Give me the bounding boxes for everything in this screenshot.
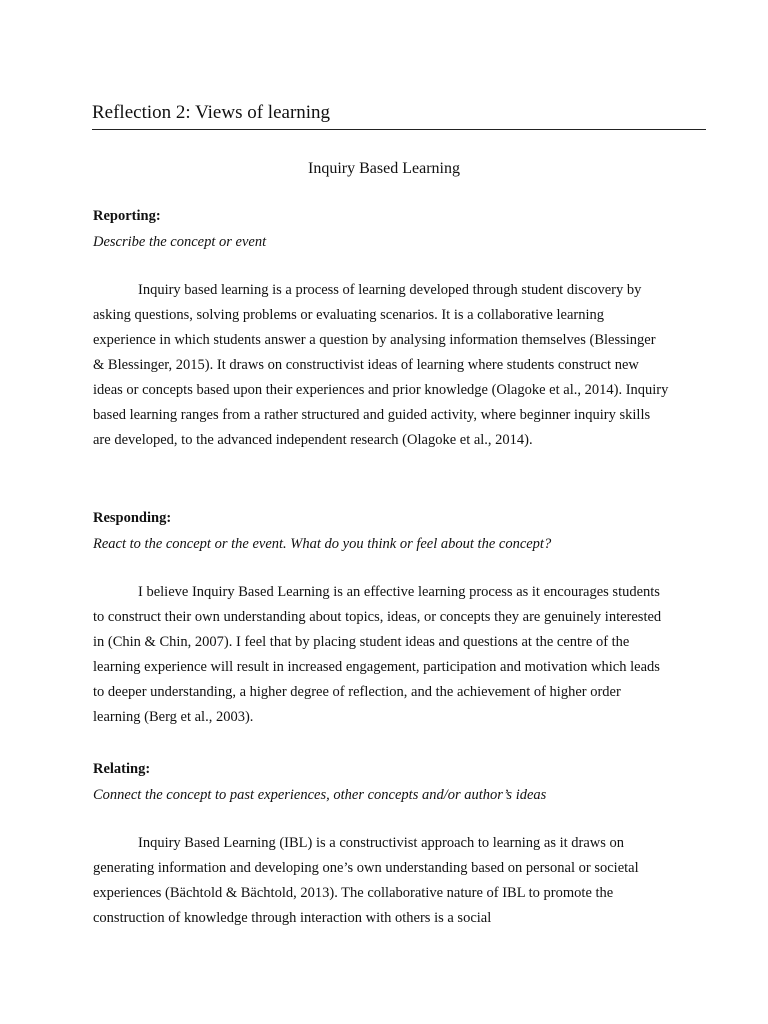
section-prompt-relating: Connect the concept to past experiences, other concepts and/or author’s ideas	[93, 787, 547, 803]
section-heading-reporting: Reporting:	[93, 208, 161, 224]
document-subtitle: Inquiry Based Learning	[308, 160, 460, 177]
section-paragraph-relating: Inquiry Based Learning (IBL) is a constructivist approach to learning as it draws on generating information and developing one’s own understanding based on personal or societal experiences (Bächtold & Bächtold, 2013). The collaborative nature of IBL to promote the construction of knowledge through interaction with others is a social	[93, 835, 639, 926]
section-paragraph-reporting: Inquiry based learning is a process of learning developed through student discovery by asking questions, solving problems or evaluating scenarios. It is a collaborative learning experience in which students answer a question by analysing information themselves (Blessinger & Blessinger, 2015). It draws on constructivist ideas of learning where students construct new ideas or concepts based upon their experiences and prior knowledge (Olagoke et al., 2014). Inquiry based learning ranges from a rather structured and guided activity, where beginner inquiry skills are developed, to the advanced independent research (Olagoke et al., 2014).	[93, 282, 669, 448]
document-header: Reflection 2: Views of learning	[92, 102, 706, 130]
section-responding	[93, 508, 673, 554]
section-paragraph-responding: I believe Inquiry Based Learning is an effective learning process as it encourages students to construct their own understanding about topics, ideas, or concepts they are genuinely interested in (Chin & Chin, 2007). I feel that by placing student ideas and questions at the centre of the learning experience will result in increased engagement, participation and motivation which leads to deeper understanding, a higher degree of reflection, and the achievement of higher order learning (Berg et al., 2003).	[93, 584, 662, 725]
section-relating	[93, 759, 673, 805]
section-reporting	[93, 206, 673, 252]
section-heading-responding: Responding:	[93, 510, 172, 526]
section-heading-relating: Relating:	[93, 761, 151, 777]
section-prompt-reporting: Describe the concept or event	[93, 234, 267, 250]
section-prompt-responding: React to the concept or the event. What do you think or feel about the concept?	[93, 536, 552, 552]
